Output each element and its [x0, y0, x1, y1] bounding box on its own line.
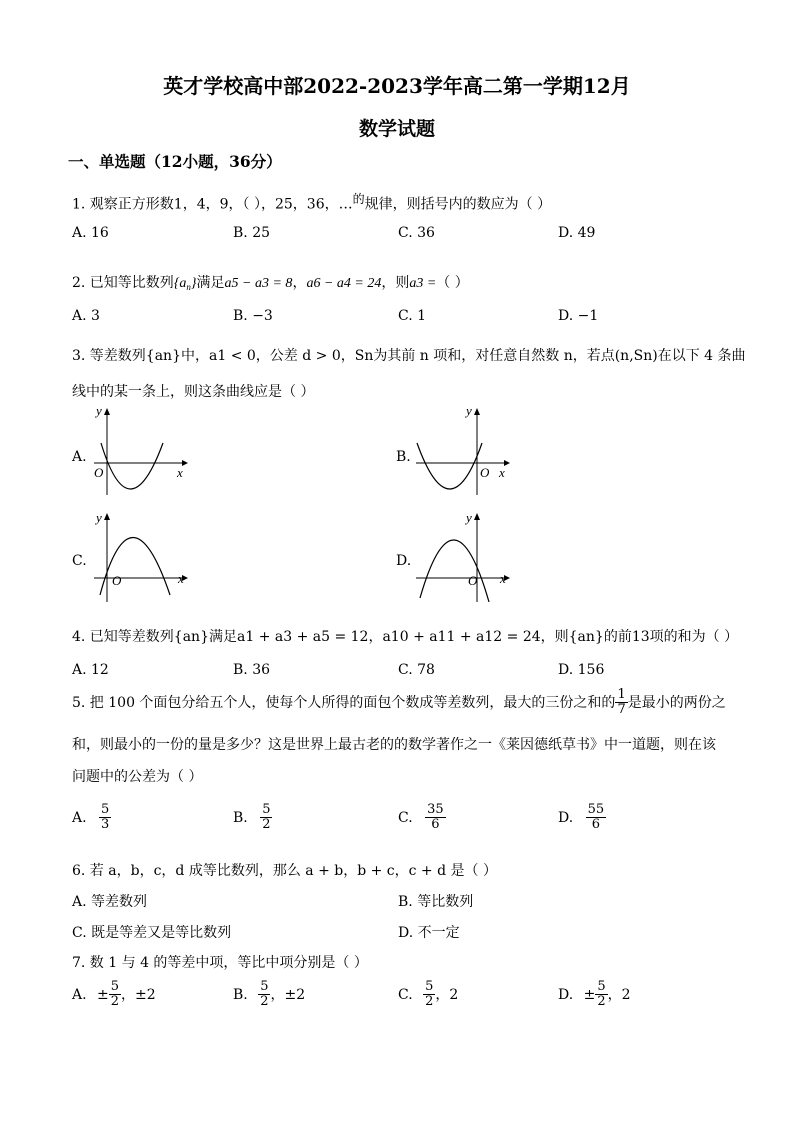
graph-a-y-label: y: [96, 403, 102, 418]
q7-a-pre: ±: [97, 986, 109, 1003]
graph-c-y-arrow: [104, 513, 110, 520]
graph-d-y-arrow: [474, 513, 480, 520]
graph-c: [90, 510, 190, 605]
graph-d-origin: O: [468, 573, 478, 588]
q5-option-d-label: D.: [558, 809, 574, 826]
question-5-line2: 和，则最小的一份的量是多少？这是世界上最古老的的数学著作之一《莱因德纸草书》中一道题，则在该: [72, 737, 716, 753]
q7-c-num: 5: [425, 979, 434, 994]
q7-option-b: [233, 980, 305, 1010]
q5-option-d: [558, 803, 606, 833]
q5-c-num: 35: [427, 802, 444, 817]
graph-c-y-label: y: [96, 510, 102, 525]
question-5-line1: [72, 688, 726, 718]
q7-a-post: ，±2: [121, 986, 156, 1003]
q7-b-den: 2: [260, 994, 269, 1010]
graph-b-origin: O: [480, 465, 490, 480]
q1-stem: 1. 观察正方形数1，4，9，（ ），25，36，…: [72, 196, 353, 213]
q5-frac-num: 1: [617, 687, 626, 702]
q5-b-den: 2: [262, 817, 271, 833]
q5-option-b-label: B.: [233, 809, 248, 826]
q4-option-b: B. 36: [233, 662, 271, 678]
q1-stem-end: 规律，则括号内的数应为（ ）: [364, 196, 552, 213]
q3-label-c: C.: [72, 553, 87, 569]
exam-subtitle: 数学试题: [358, 118, 435, 140]
q4-option-c: C. 78: [398, 662, 435, 678]
q2-eq3: a3 =: [409, 276, 437, 291]
q7-d-post: ，2: [607, 986, 631, 1003]
q7-c-label: C.: [398, 986, 413, 1003]
q1-option-a: A. 16: [72, 225, 109, 241]
q7-a-label: A.: [72, 986, 87, 1003]
graph-d-curve: [420, 540, 489, 602]
q7-d-num: 5: [597, 979, 606, 994]
q7-d-frac: [595, 980, 607, 1010]
q2-part4: （ ）: [436, 275, 469, 291]
q6-option-a: A. 等差数列: [72, 894, 148, 910]
q7-b-num: 5: [260, 979, 269, 994]
graph-b: [412, 405, 522, 500]
q6-option-d: D. 不一定: [398, 925, 460, 941]
q7-a-den: 2: [110, 994, 120, 1010]
q7-option-a: [72, 980, 156, 1010]
q7-b-post: ，±2: [270, 986, 306, 1003]
q5-option-c: [398, 803, 446, 833]
q2-option-a: A. 3: [72, 308, 100, 324]
graph-d-y-label: y: [466, 510, 472, 525]
graph-c-origin: O: [112, 573, 122, 588]
q2-eq1: a5 − a3 = 8: [224, 276, 293, 291]
q5-option-a-label: A.: [72, 809, 87, 826]
q3-label-d: D.: [396, 553, 412, 569]
q2-seq: $\{a_n\}$: [173, 276, 197, 292]
question-3-line2: 线中的某一条上，则这条曲线应是（ ）: [72, 384, 315, 400]
q5-line1b: 是最小的两份之: [627, 694, 726, 711]
q7-d-den: 2: [597, 994, 606, 1010]
q2-option-c: C. 1: [398, 308, 427, 324]
q7-c-den: 2: [425, 994, 434, 1010]
graph-d-x-label: x: [500, 571, 506, 586]
q5-option-d-frac: [586, 803, 607, 833]
q2-option-b: B. −3: [233, 308, 273, 324]
graph-b-y-arrow: [474, 408, 480, 415]
q1-option-b: B. 25: [233, 225, 271, 241]
graph-d: [412, 510, 522, 605]
q5-option-a: [72, 803, 111, 833]
graph-c-x-label: x: [178, 571, 184, 586]
q2-part3: ，则: [381, 275, 410, 291]
q2-option-d: D. −1: [558, 308, 599, 324]
q2-part1: 2. 已知等比数列: [72, 275, 174, 291]
q5-line1a: 5. 把 100 个面包分给五个人，使每个人所得的面包个数成等差数列，最大的三份之和的: [72, 694, 616, 711]
graph-a-x-label: x: [177, 465, 183, 480]
exam-title: 英才学校高中部2022-2023学年高二第一学期12月: [163, 74, 631, 98]
q4-option-a: A. 12: [72, 662, 109, 678]
q5-option-c-frac: [425, 803, 446, 833]
q5-option-b: [233, 803, 272, 833]
q5-option-c-label: C.: [398, 809, 413, 826]
graph-a-x-arrow: [182, 460, 188, 466]
q2-part2: 满足: [196, 275, 225, 291]
question-7: 7. 数 1 与 4 的等差中项，等比中项分别是（ ）: [72, 955, 368, 971]
q5-fraction: [615, 688, 627, 718]
q6-option-b: B. 等比数列: [398, 894, 474, 910]
q7-a-frac: [109, 980, 121, 1010]
graph-a: [90, 405, 190, 500]
q6-option-c: C. 既是等差又是等比数列: [72, 925, 232, 941]
graph-b-curve: [417, 443, 482, 489]
q1-option-d: D. 49: [558, 225, 596, 241]
graph-c-curve: [100, 538, 170, 596]
graph-a-curve: [101, 443, 163, 489]
section-heading: 一、单选题（12小题，36分）: [68, 152, 282, 171]
q7-d-pre: ±: [583, 986, 596, 1003]
q7-option-c: [398, 980, 458, 1010]
q7-option-d: [558, 980, 631, 1010]
q5-option-a-frac: [99, 803, 111, 833]
q5-c-den: 6: [431, 817, 440, 833]
q5-d-num: 55: [587, 802, 605, 817]
q2-eq2: a6 − a4 = 24: [306, 276, 382, 291]
q7-c-frac: [423, 980, 435, 1010]
q1-de: 的: [352, 192, 365, 206]
question-2: 2. 已知等比数列$\{a_n\}$满足a5 − a3 = 8，a6 − a4 = 24，则a3 =（ ）: [72, 275, 469, 292]
q3-label-b: B.: [396, 449, 411, 465]
q5-b-num: 5: [262, 802, 271, 817]
question-3-line1: 3. 等差数列{an}中，a1 < 0，公差 d > 0，Sn为其前 n 项和，对任意自然数 n，若点(n,Sn)在以下 4 条曲: [72, 348, 746, 364]
question-5-line3: 问题中的公差为（ ）: [72, 769, 203, 785]
q7-a-num: 5: [110, 979, 120, 994]
q1-option-c: C. 36: [398, 225, 435, 241]
q5-option-b-frac: [260, 803, 272, 833]
graph-a-y-arrow: [104, 408, 110, 415]
q7-b-frac: [258, 980, 270, 1010]
graph-a-origin: O: [94, 465, 104, 480]
question-6: 6. 若 a，b，c，d 成等比数列，那么 a + b，b + c，c + d 是（ ）: [72, 863, 497, 879]
q5-d-den: 6: [591, 817, 601, 833]
q5-a-num: 5: [101, 802, 110, 817]
q5-a-den: 3: [101, 817, 110, 833]
graph-b-x-arrow: [504, 460, 510, 466]
q7-c-post: ，2: [435, 986, 459, 1003]
question-1: [72, 190, 551, 214]
q7-d-label: D.: [558, 986, 574, 1003]
question-4: 4. 已知等差数列{an}满足a1 + a3 + a5 = 12，a10 + a11 + a12 = 24，则{an}的前13项的和为（ ）: [72, 629, 739, 645]
q5-frac-den: 7: [617, 702, 626, 718]
graph-b-y-label: y: [466, 403, 472, 418]
q3-label-a: A.: [72, 449, 87, 465]
q7-b-label: B.: [233, 986, 248, 1003]
graph-b-x-label: x: [499, 465, 505, 480]
q4-option-d: D. 156: [558, 662, 605, 678]
